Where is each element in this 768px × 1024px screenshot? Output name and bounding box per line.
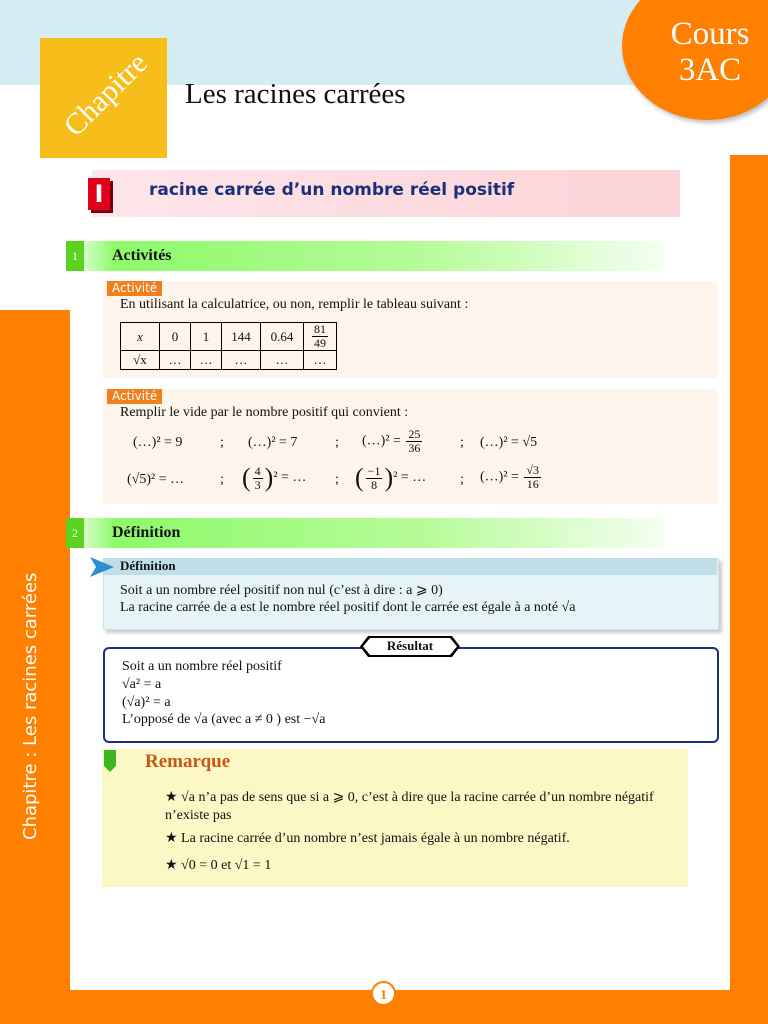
table-cell: 0 [160, 323, 191, 351]
right-margin-band [730, 155, 768, 1024]
subsection-title: Activités [112, 247, 172, 264]
arrow-icon [90, 557, 114, 577]
fraction [366, 465, 383, 492]
fraction-numerator: 81 [314, 322, 326, 336]
fraction [406, 428, 422, 455]
separator: ; [335, 435, 339, 450]
table-cell: 144 [222, 323, 261, 351]
subsection-title: Définition [112, 524, 181, 541]
course-badge-line1: Cours [670, 16, 750, 52]
bookmark-icon [104, 750, 116, 772]
result-line: L’opposé de √a (avec a ≠ 0 ) est −√a [122, 712, 326, 727]
page-title: Les racines carrées [185, 78, 406, 110]
paren-right: ) [384, 463, 394, 492]
definition-line: Soit a un nombre réel positif non nul (c’est à dire : a ⩾ 0) [120, 583, 443, 598]
equation-left: (…)² = [480, 469, 519, 485]
remark-item: ★ √a n’a pas de sens que si a ⩾ 0, c’est à dire que la racine carrée d’un nombre négatif n’existe pas [165, 790, 654, 823]
equation-right: ² = … [393, 470, 427, 486]
equation [242, 463, 306, 493]
remark-item: ★ La racine carrée d’un nombre n’est jamais égale à un nombre négatif. [165, 831, 570, 846]
result-line: Soit a un nombre réel positif [122, 659, 282, 674]
activity-instruction: En utilisant la calculatrice, ou non, remplir le tableau suivant : [120, 297, 469, 312]
table-cell: … [191, 351, 222, 370]
table-cell-fraction [304, 323, 337, 351]
page-number: 1 [371, 981, 396, 1006]
fraction-numerator: 4 [254, 463, 261, 478]
equation: (…)² = √5 [480, 435, 538, 450]
result-tag-label: Résultat [386, 638, 434, 653]
values-table-wrap [120, 322, 337, 370]
table-cell: … [222, 351, 261, 370]
equation: (…)² = 9 [133, 435, 183, 450]
remark-title: Remarque [145, 751, 231, 772]
values-table [120, 322, 337, 370]
result-line: √a² = a [122, 677, 162, 692]
table-cell: 0.64 [261, 323, 304, 351]
fraction-denominator: 36 [408, 441, 421, 455]
fraction-numerator: 25 [408, 427, 421, 441]
fraction [524, 464, 541, 491]
equation: (√5)² = … [127, 472, 185, 487]
table-cell: … [160, 351, 191, 370]
subsection-number: 2 [66, 518, 84, 548]
equation [355, 463, 426, 493]
course-badge-text [645, 16, 768, 88]
activity-instruction: Remplir le vide par le nombre positif qui convient : [120, 405, 409, 420]
fraction-numerator: −1 [367, 463, 381, 478]
paren-right: ) [264, 463, 274, 492]
section-title: racine carrée d’un nombre réel positif [149, 180, 515, 200]
chapter-tag [40, 38, 167, 158]
paren-left: ( [355, 463, 364, 492]
table-cell: … [261, 351, 304, 370]
subsection-number: 1 [66, 241, 84, 271]
separator: ; [220, 435, 224, 450]
fraction [253, 465, 263, 492]
table-cell: x [121, 323, 160, 351]
table-cell: 1 [191, 323, 222, 351]
paren-left: ( [242, 463, 251, 492]
equation-right: ² = … [273, 470, 307, 486]
definition-header [103, 558, 717, 575]
equation-left: (…)² = [362, 433, 401, 449]
fraction [312, 323, 328, 350]
fraction-denominator: 49 [314, 336, 326, 350]
result-line: (√a)² = a [122, 695, 171, 710]
remark-item: ★ √0 = 0 et √1 = 1 [165, 858, 272, 873]
fraction-numerator: √3 [526, 463, 540, 477]
course-badge-line2: 3AC [678, 52, 742, 88]
separator: ; [460, 472, 464, 487]
fraction-denominator: 16 [526, 477, 539, 491]
table-cell: √x [121, 351, 160, 370]
separator: ; [335, 472, 339, 487]
equation: (…)² = 7 [248, 435, 298, 450]
table-cell: … [304, 351, 337, 370]
sidebar-title-text: Chapitre : Les racines carrées [20, 572, 41, 840]
definition-title: Définition [120, 558, 176, 573]
section-number: I [88, 178, 110, 210]
fraction-denominator: 3 [254, 477, 261, 492]
fraction-denominator: 8 [371, 477, 378, 492]
activity-label: Activité [107, 281, 162, 296]
activity-label: Activité [107, 389, 162, 404]
equation [480, 464, 543, 491]
separator: ; [220, 472, 224, 487]
equation [362, 428, 424, 455]
definition-line: La racine carrée de a est le nombre réel positif dont le carrée est égale à a noté √a [120, 600, 576, 615]
chapter-tag-label: Chapitre [57, 46, 154, 143]
separator: ; [460, 435, 464, 450]
